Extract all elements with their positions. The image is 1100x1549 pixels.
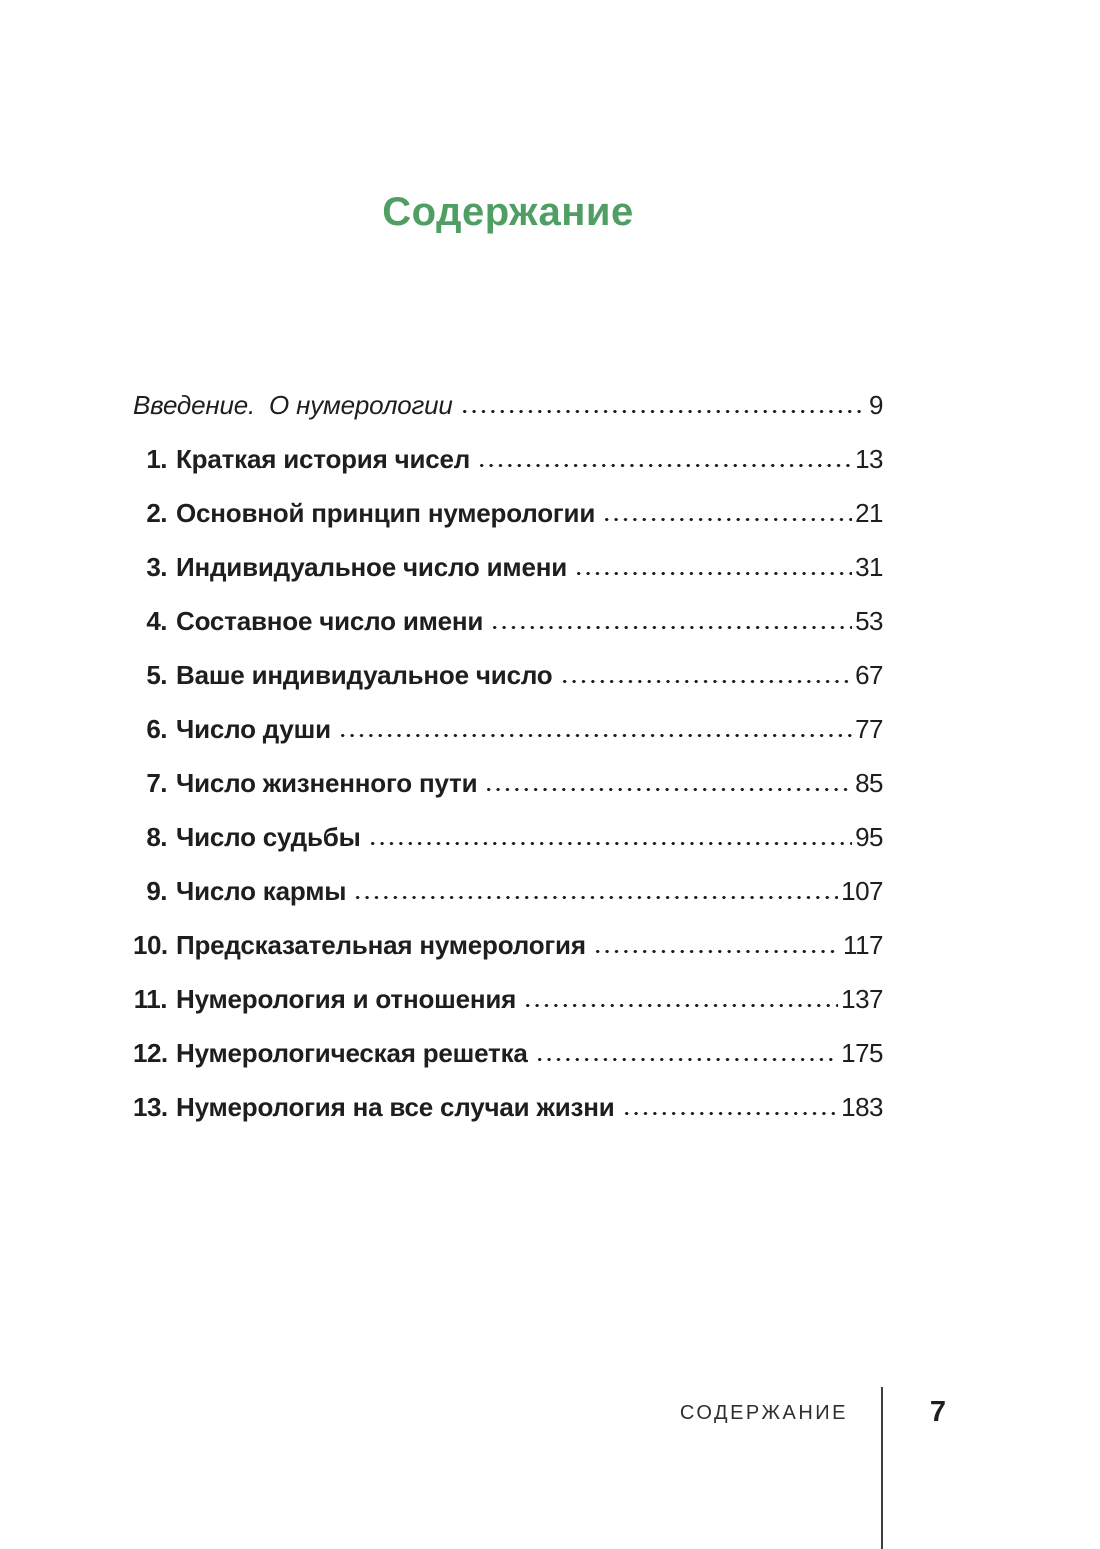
dotted-leader bbox=[484, 787, 852, 792]
toc-entry-label: Основной принцип нумерологии bbox=[176, 498, 596, 528]
toc-entry-label: Ваше индивидуальное число bbox=[176, 660, 553, 690]
toc-entry-page: 77 bbox=[855, 714, 883, 744]
toc-entry-number: 10. bbox=[133, 930, 168, 960]
toc-entry-label: Введение. О нумерологии bbox=[133, 390, 453, 420]
toc-entry-number: 12. bbox=[133, 1038, 168, 1068]
dotted-leader bbox=[593, 949, 840, 954]
toc-entry-number: 7. bbox=[146, 768, 167, 798]
toc-entry-number: 13. bbox=[133, 1092, 168, 1122]
toc-entry-number: 4. bbox=[146, 606, 167, 636]
dotted-leader bbox=[622, 1111, 839, 1116]
toc-entry bbox=[133, 552, 883, 606]
toc-entry-label: Нумерологическая решетка bbox=[176, 1038, 528, 1068]
toc-entry-page: 31 bbox=[855, 552, 883, 582]
toc-entry-page: 183 bbox=[841, 1092, 883, 1122]
toc-entry bbox=[133, 930, 883, 984]
toc-entry-page: 13 bbox=[855, 444, 883, 474]
toc-entry bbox=[133, 822, 883, 876]
toc-entry bbox=[133, 390, 883, 444]
toc-entry bbox=[133, 498, 883, 552]
dotted-leader bbox=[602, 517, 852, 522]
toc-entry-number: 3. bbox=[146, 552, 167, 582]
toc-entry-label: Индивидуальное число имени bbox=[176, 552, 567, 582]
dotted-leader bbox=[523, 1003, 838, 1008]
toc-entry-number: 8. bbox=[146, 822, 167, 852]
toc-entry-label: Предсказательная нумерология bbox=[176, 930, 586, 960]
toc-entry bbox=[133, 444, 883, 498]
toc-entry-number: 1. bbox=[146, 444, 167, 474]
dotted-leader bbox=[353, 895, 838, 900]
dotted-leader bbox=[338, 733, 852, 738]
toc-entry-number: 11. bbox=[133, 984, 167, 1014]
toc-entry bbox=[133, 876, 883, 930]
toc-entry bbox=[133, 1092, 883, 1146]
toc-entry-label: Краткая история чисел bbox=[176, 444, 471, 474]
toc-entry-page: 21 bbox=[855, 498, 883, 528]
dotted-leader bbox=[574, 571, 852, 576]
toc-entry-number: 9. bbox=[146, 876, 167, 906]
toc-entry-label: Число судьбы bbox=[176, 822, 361, 852]
footer-divider bbox=[881, 1387, 883, 1549]
toc-entry bbox=[133, 768, 883, 822]
toc-entry bbox=[133, 660, 883, 714]
toc-entry-page: 67 bbox=[855, 660, 883, 690]
toc-entry-label: Составное число имени bbox=[176, 606, 484, 636]
toc-entry-page: 137 bbox=[841, 984, 883, 1014]
toc-entry bbox=[133, 606, 883, 660]
dotted-leader bbox=[560, 679, 853, 684]
toc-entry-page: 107 bbox=[841, 876, 883, 906]
toc-entry-page: 117 bbox=[843, 930, 883, 960]
toc-entry-number: 5. bbox=[146, 660, 167, 690]
toc-entry-page: 175 bbox=[841, 1038, 883, 1068]
toc-entry bbox=[133, 714, 883, 768]
dotted-leader bbox=[477, 463, 852, 468]
toc-entry-page: 53 bbox=[855, 606, 883, 636]
toc-entry-number: 2. bbox=[146, 498, 167, 528]
toc-entry-page: 9 bbox=[869, 390, 883, 420]
toc-entry-label: Число жизненного пути bbox=[176, 768, 478, 798]
dotted-leader bbox=[460, 409, 866, 414]
toc-entry-label: Нумерология на все случаи жизни bbox=[176, 1092, 615, 1122]
toc-entry-label: Число кармы bbox=[176, 876, 347, 906]
toc-entry-number: 6. bbox=[146, 714, 167, 744]
toc-entry-page: 85 bbox=[855, 768, 883, 798]
page-title: Содержание bbox=[382, 190, 634, 234]
toc-entry-label: Число души bbox=[176, 714, 331, 744]
dotted-leader bbox=[368, 841, 852, 846]
dotted-leader bbox=[535, 1057, 838, 1062]
running-header: СОДЕРЖАНИЕ bbox=[679, 1402, 848, 1424]
toc-entry-label: Нумерология и отношения bbox=[176, 984, 517, 1014]
toc-entry-page: 95 bbox=[855, 822, 883, 852]
page-number: 7 bbox=[929, 1396, 947, 1428]
toc-entry bbox=[133, 984, 883, 1038]
toc-entry bbox=[133, 1038, 883, 1092]
dotted-leader bbox=[490, 625, 852, 630]
toc-list bbox=[133, 390, 883, 1146]
